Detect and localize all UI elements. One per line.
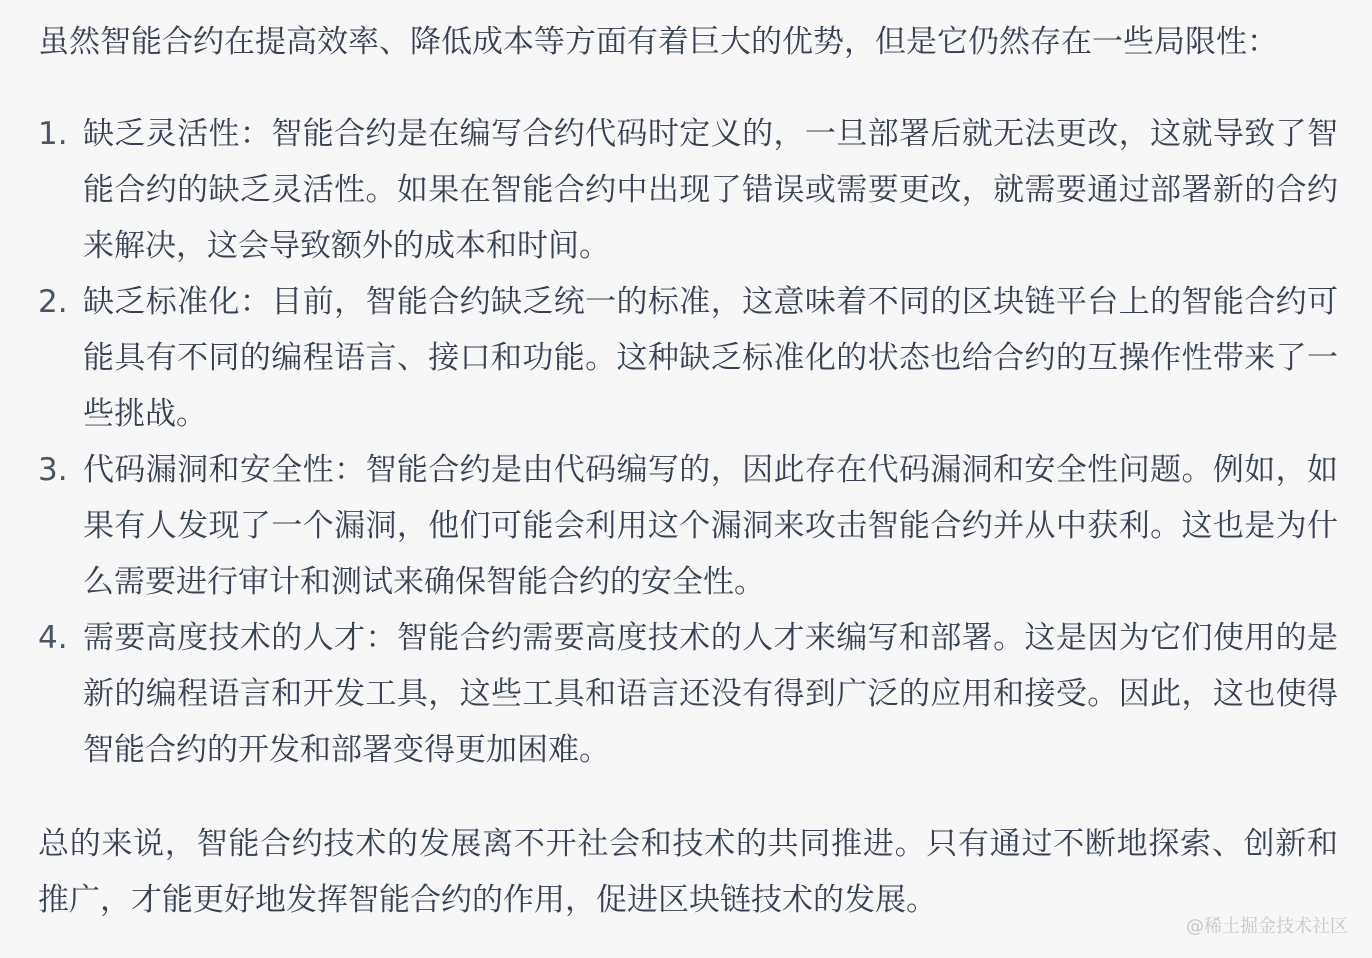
list-item	[38, 106, 1338, 274]
article-body	[38, 14, 1338, 928]
list-item-text: 缺乏灵活性：智能合约是在编写合约代码时定义的，一旦部署后就无法更改，这就导致了智能合约的缺乏灵活性。如果在智能合约中出现了错误或需要更改，就需要通过部署新的合约来解决，这会导致额外的成本和时间。	[83, 116, 1338, 264]
list-item-number: 1.	[38, 116, 68, 152]
intro-paragraph: 虽然智能合约在提高效率、降低成本等方面有着巨大的优势，但是它仍然存在一些局限性：	[38, 24, 1278, 60]
summary-paragraph: 总的来说，智能合约技术的发展离不开社会和技术的共同推进。只有通过不断地探索、创新和推广，才能更好地发挥智能合约的作用，促进区块链技术的发展。	[38, 826, 1338, 918]
list-item-number: 3.	[38, 452, 68, 488]
list-item	[38, 610, 1338, 778]
list-item	[38, 274, 1338, 442]
list-item-text: 缺乏标准化：目前，智能合约缺乏统一的标准，这意味着不同的区块链平台上的智能合约可能具有不同的编程语言、接口和功能。这种缺乏标准化的状态也给合约的互操作性带来了一些挑战。	[83, 284, 1338, 432]
list-item-text: 需要高度技术的人才：智能合约需要高度技术的人才来编写和部署。这是因为它们使用的是新的编程语言和开发工具，这些工具和语言还没有得到广泛的应用和接受。因此，这也使得智能合约的开发和部署变得更加困难。	[83, 620, 1338, 768]
list-item-number: 4.	[38, 620, 68, 656]
list-item-text: 代码漏洞和安全性：智能合约是由代码编写的，因此存在代码漏洞和安全性问题。例如，如果有人发现了一个漏洞，他们可能会利用这个漏洞来攻击智能合约并从中获利。这也是为什么需要进行审计和测试来确保智能合约的安全性。	[83, 452, 1338, 600]
list-item-number: 2.	[38, 284, 68, 320]
list-item	[38, 442, 1338, 610]
limitations-list	[38, 106, 1338, 778]
watermark: @稀土掘金技术社区	[1186, 916, 1348, 937]
